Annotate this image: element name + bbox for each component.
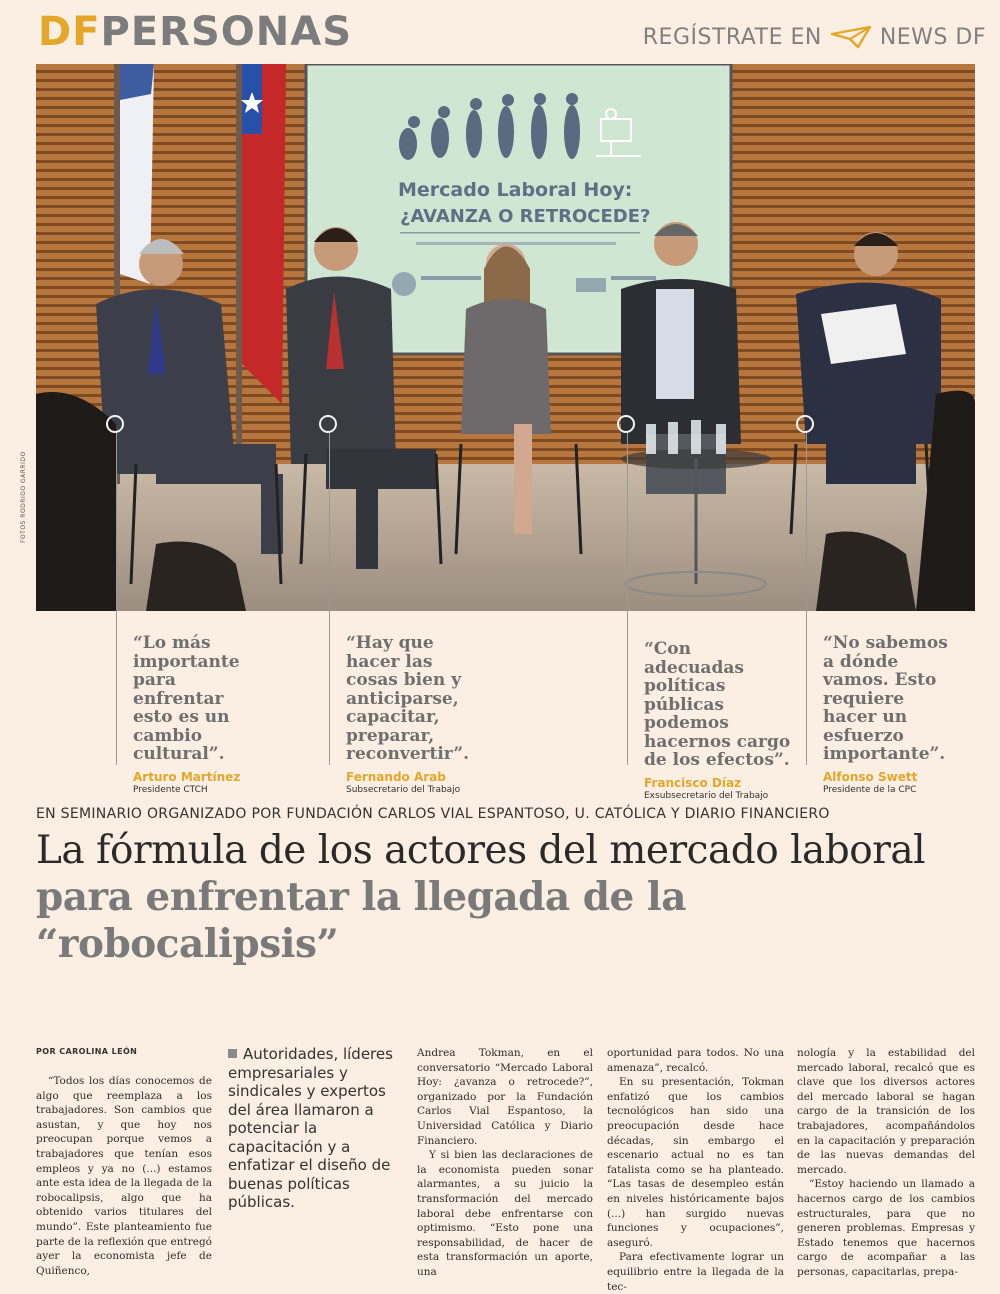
quote-role: Presidente de la CPC [823, 784, 917, 795]
article-column-1 [36, 1074, 212, 1278]
quote-author: Fernando Arab [346, 769, 446, 784]
quote-author: Alfonso Swett [823, 769, 918, 784]
callout-line-2 [329, 433, 330, 765]
quote-fernando-arab [346, 634, 486, 795]
article-headline [36, 828, 966, 968]
quote-arturo-martinez [133, 634, 268, 795]
paragraph: Para efectivamente lograr un equilibrio entre la llegada de la tec- [607, 1251, 784, 1293]
quote-francisco-diaz [644, 640, 794, 801]
callout-circle-3 [617, 415, 635, 433]
section-logo-df: DF [38, 9, 101, 55]
paragraph: oportunidad para todos. No una amenaza”, recalcó. [607, 1047, 784, 1074]
paragraph: En su presentación, Tokman enfatizó que los cambios tecnológicos han sido una preocupación desde hace décadas, sin embargo el escenario actual no es tan fatalista como se ha planteado. “Las tasas de desempleo están en niveles históricamente bajos (...) han surgido nuevas funciones y ocupaciones”, aseguró. [607, 1076, 784, 1249]
callout-circle-1 [106, 415, 124, 433]
paragraph: “Todos los días conocemos de algo que reemplaza a los trabajadores. Son cambios que asustan, y que hoy nos preocupan porque vemos a trabajadores que tenían esos empleos y ya no (...) estamos ante esta idea de la llegada de la robocalipsis, algo que ha obtenido varios titulares del mundo”. Este planteamiento fue parte de la reflexión que entregó ayer la economista jefe de Quiñenco, [36, 1075, 212, 1277]
quote-text: “Con adecuadas políticas públicas podemos hacernos cargo de los efectos”. [644, 639, 791, 770]
article-column-5 [797, 1046, 975, 1280]
paragraph: Andrea Tokman, en el conversatorio “Mercado Laboral Hoy: ¿avanza o retrocede?”, organizado por la Fundación Carlos Vial Espantoso, la Universidad Católica y Diario Financiero. [417, 1047, 593, 1147]
callout-line-3 [627, 433, 628, 765]
callout-line-4 [806, 433, 807, 765]
paragraph: nología y la estabilidad del mercado laboral, recalcó que es clave que los diversos actores del mercado laboral se hagan cargo de la transición de los trabajadores, acompañándolos en la capacitación y preparación de las nuevas demandas del mercado. [797, 1047, 975, 1176]
callout-circle-2 [319, 415, 337, 433]
screen-title-line2: ¿AVANZA O RETROCEDE? [400, 206, 651, 227]
quote-role: Exsubsecretario del Trabajo [644, 790, 769, 801]
article-column-3 [417, 1046, 593, 1280]
paper-plane-icon [830, 24, 872, 50]
callout-line-1 [116, 433, 117, 765]
photo-credit: FOTOS RODRIGO GARRIDO [20, 451, 27, 543]
quote-role: Presidente CTCH [133, 784, 208, 795]
bullet-square-icon [228, 1049, 237, 1058]
article-kicker: EN SEMINARIO ORGANIZADO POR FUNDACIÓN CARLOS VIAL ESPANTOSO, U. CATÓLICA Y DIARIO FINANCIERO [36, 806, 830, 822]
quote-author: Francisco Díaz [644, 775, 742, 790]
news-df-label: NEWS DF [879, 24, 986, 50]
panel-photo-illustration [36, 64, 975, 611]
paragraph: “Estoy haciendo un llamado a hacernos cargo de los cambios estructurales, para que no generen problemas. Empresas y Estado tenemos que hacernos cargo de acompañar a las personas, capacitarlas, prepa- [797, 1178, 975, 1278]
headline-part1: La fórmula de los actores del mercado laboral [36, 828, 926, 873]
lead-text: Autoridades, líderes empresariales y sindicales y expertos del área llamaron a potenciar la capacitación y a enfatizar el diseño de buenas políticas públicas. [228, 1045, 393, 1211]
paragraph: Y si bien las declaraciones de la economista pueden sonar alarmantes, a su juicio la transformación del mercado laboral debe enfrentarse con optimismo. “Esto pone una responsabilidad, de hacer de esta transformación un aporte, una [417, 1149, 593, 1278]
register-link[interactable] [643, 24, 986, 50]
quote-author: Arturo Martínez [133, 769, 241, 784]
quote-alfonso-swett [823, 634, 958, 795]
quote-text: “No sabemos a dónde vamos. Esto requiere hacer un esfuerzo importante”. [823, 633, 948, 764]
callout-circle-4 [796, 415, 814, 433]
quote-text: “Hay que hacer las cosas bien y anticiparse, capacitar, preparar, reconvertir”. [346, 633, 470, 764]
screen-title-line1: Mercado Laboral Hoy: [398, 179, 633, 201]
headline-part2: para enfrentar la llegada de la “robocalipsis” [36, 874, 687, 967]
article-byline: POR CAROLINA LEÓN [36, 1047, 138, 1056]
quote-text: “Lo más importante para enfrentar esto es un cambio cultural”. [133, 633, 240, 764]
quote-role: Subsecretario del Trabajo [346, 784, 461, 795]
register-label: REGÍSTRATE EN [642, 24, 822, 50]
event-photo [36, 64, 975, 611]
section-masthead [38, 10, 352, 54]
section-title: PERSONAS [100, 9, 353, 55]
article-lead [228, 1045, 408, 1212]
